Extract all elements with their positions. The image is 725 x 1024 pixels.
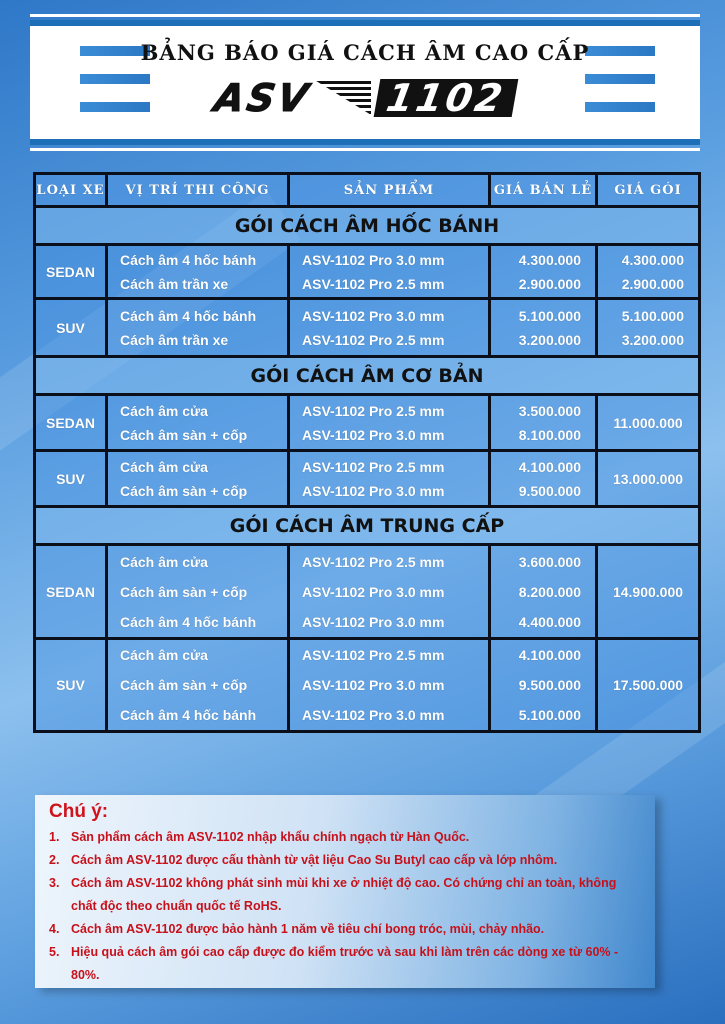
retail-price: 3.500.000 (518, 402, 581, 419)
product: ASV-1102 Pro 3.0 mm (302, 583, 445, 600)
position-cell (107, 395, 289, 451)
product-cell (289, 451, 490, 507)
retail-price: 4.300.000 (518, 251, 581, 268)
package-price: 11.000.000 (597, 395, 700, 451)
table-row (35, 395, 700, 451)
vehicle-type: SEDAN (35, 395, 107, 451)
product: ASV-1102 Pro 2.5 mm (302, 275, 445, 292)
section-row (35, 507, 700, 545)
retail-price: 2.900.000 (518, 275, 581, 292)
column-header: LOẠI XE (35, 174, 107, 207)
product-cell (289, 395, 490, 451)
position: Cách âm 4 hốc bánh (120, 251, 257, 268)
notes-box (35, 795, 655, 988)
note-item (49, 872, 641, 918)
position: Cách âm sàn + cốp (120, 426, 248, 443)
package-price: 2.900.000 (621, 275, 684, 292)
decor-bar (585, 102, 655, 112)
note-text: Cách âm ASV-1102 được bảo hành 1 năm về tiêu chí bong tróc, mùi, chảy nhão. (71, 922, 545, 936)
note-text: Cách âm ASV-1102 không phát sinh mùi khi xe ở nhiệt độ cao. Có chứng chỉ an toàn, không chất độc theo chuẩn quốc tế RoHS. (71, 876, 617, 913)
retail-price: 3.600.000 (518, 553, 581, 570)
retail-price: 4.400.000 (518, 613, 581, 630)
retail-price-cell (490, 451, 597, 507)
position: Cách âm cửa (120, 553, 208, 570)
package-price-cell (597, 299, 700, 357)
product: ASV-1102 Pro 2.5 mm (302, 331, 445, 348)
position: Cách âm 4 hốc bánh (120, 707, 257, 723)
product: ASV-1102 Pro 3.0 mm (302, 613, 445, 630)
section-title: GÓI CÁCH ÂM CƠ BẢN (35, 357, 700, 395)
product: ASV-1102 Pro 2.5 mm (302, 458, 445, 475)
product: ASV-1102 Pro 3.0 mm (302, 677, 445, 693)
product: ASV-1102 Pro 3.0 mm (302, 251, 445, 268)
retail-price: 4.100.000 (518, 647, 581, 663)
note-number: 3. (49, 876, 60, 890)
notes-title: Chú ý: (49, 801, 109, 822)
retail-price: 9.500.000 (518, 482, 581, 499)
product-cell (289, 299, 490, 357)
position-cell (107, 451, 289, 507)
product-cell (289, 245, 490, 299)
note-text: Cách âm ASV-1102 được cấu thành từ vật liệu Cao Su Butyl cao cấp và lớp nhôm. (71, 853, 558, 867)
table-row (35, 451, 700, 507)
logo-left: ASV (211, 76, 315, 120)
position: Cách âm cửa (120, 402, 208, 419)
note-number: 2. (49, 853, 60, 867)
table-row (35, 245, 700, 299)
vehicle-type: SUV (35, 299, 107, 357)
table-row (35, 545, 700, 639)
position: Cách âm cửa (120, 458, 208, 475)
logo-stripes (316, 81, 371, 115)
product: ASV-1102 Pro 3.0 mm (302, 707, 445, 723)
note-number: 1. (49, 830, 60, 844)
package-price: 4.300.000 (621, 251, 684, 268)
column-header: GIÁ GÓI (597, 174, 700, 207)
package-price-cell (597, 245, 700, 299)
note-number: 4. (49, 922, 60, 936)
package-price: 14.900.000 (597, 545, 700, 639)
position: Cách âm 4 hốc bánh (120, 307, 257, 324)
position: Cách âm sàn + cốp (120, 583, 248, 600)
retail-price-cell (490, 299, 597, 357)
retail-price: 9.500.000 (518, 677, 581, 693)
note-text: Sản phẩm cách âm ASV-1102 nhập khẩu chính ngạch từ Hàn Quốc. (71, 830, 470, 844)
note-item (49, 918, 641, 941)
product-logo (170, 76, 560, 120)
position: Cách âm trần xe (120, 275, 229, 292)
column-header: VỊ TRÍ THI CÔNG (107, 174, 289, 207)
section-title: GÓI CÁCH ÂM TRUNG CẤP (35, 507, 700, 545)
position-cell (107, 545, 289, 639)
retail-price: 4.100.000 (518, 458, 581, 475)
vehicle-type: SEDAN (35, 545, 107, 639)
position-cell (107, 299, 289, 357)
product-cell (289, 545, 490, 639)
product-cell (289, 639, 490, 732)
retail-price: 8.200.000 (518, 583, 581, 600)
product: ASV-1102 Pro 2.5 mm (302, 647, 445, 663)
retail-price-cell (490, 639, 597, 732)
retail-price: 8.100.000 (518, 426, 581, 443)
section-row (35, 357, 700, 395)
package-price: 17.500.000 (597, 639, 700, 732)
product: ASV-1102 Pro 3.0 mm (302, 426, 445, 443)
logo-right: 1102 (374, 79, 518, 117)
product: ASV-1102 Pro 3.0 mm (302, 482, 445, 499)
product: ASV-1102 Pro 2.5 mm (302, 402, 445, 419)
product: ASV-1102 Pro 3.0 mm (302, 307, 445, 324)
position: Cách âm trần xe (120, 331, 229, 348)
retail-price: 5.100.000 (518, 307, 581, 324)
column-header: SẢN PHẨM (289, 174, 490, 207)
position: Cách âm 4 hốc bánh (120, 613, 257, 630)
retail-price-cell (490, 545, 597, 639)
vehicle-type: SEDAN (35, 245, 107, 299)
position: Cách âm cửa (120, 647, 208, 663)
position-cell (107, 245, 289, 299)
decor-bar (80, 74, 150, 84)
decor-bar (585, 74, 655, 84)
position: Cách âm sàn + cốp (120, 482, 248, 499)
note-item (49, 826, 641, 849)
retail-price: 5.100.000 (518, 707, 581, 723)
note-number: 5. (49, 945, 60, 959)
package-price: 5.100.000 (621, 307, 684, 324)
package-price: 3.200.000 (621, 331, 684, 348)
page-title: BẢNG BÁO GIÁ CÁCH ÂM CAO CẤP (140, 40, 590, 65)
vehicle-type: SUV (35, 451, 107, 507)
section-title: GÓI CÁCH ÂM HỐC BÁNH (35, 207, 700, 245)
table-row (35, 299, 700, 357)
note-item (49, 849, 641, 872)
position-cell (107, 639, 289, 732)
vehicle-type: SUV (35, 639, 107, 732)
section-row (35, 207, 700, 245)
notes-list (49, 826, 641, 987)
column-header: GIÁ BÁN LẺ (490, 174, 597, 207)
note-text: Hiệu quả cách âm gói cao cấp được đo kiểm trước và sau khi làm trên các dòng xe từ 60% - 80%. (71, 945, 619, 982)
decor-bar (80, 102, 150, 112)
header-banner (30, 20, 700, 145)
product: ASV-1102 Pro 2.5 mm (302, 553, 445, 570)
retail-price-cell (490, 395, 597, 451)
retail-price-cell (490, 245, 597, 299)
position: Cách âm sàn + cốp (120, 677, 248, 693)
price-table (33, 172, 701, 733)
table-row (35, 639, 700, 732)
note-item (49, 941, 641, 987)
retail-price: 3.200.000 (518, 331, 581, 348)
package-price: 13.000.000 (597, 451, 700, 507)
